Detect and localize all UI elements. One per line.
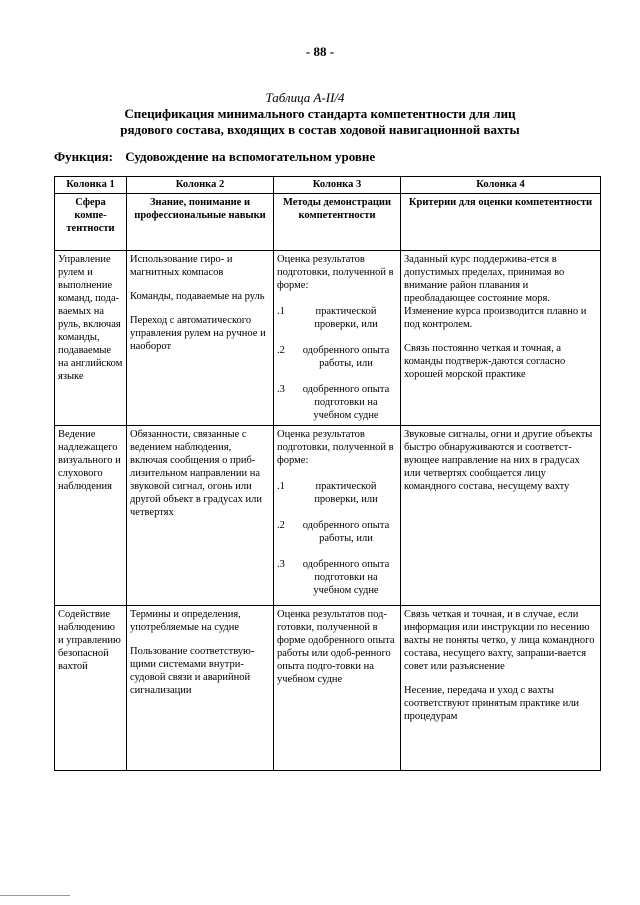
method-item: [277, 519, 397, 545]
method-text: одобренного опыта подготовки на учебном судне: [302, 384, 390, 421]
knowledge-cell: [127, 251, 274, 426]
method-number: .2: [277, 345, 285, 356]
method-number: .1: [277, 306, 285, 317]
knowledge-item: Термины и определения, употребляемые на судне: [130, 609, 241, 633]
method-number: .3: [277, 384, 285, 395]
function-label: Функция:: [54, 149, 113, 164]
method-text: практической проверки, или: [314, 306, 378, 330]
subheader-row: [55, 194, 601, 251]
criteria-cell: [401, 426, 601, 606]
subheader-cell: Критерии для оценки компетентности: [401, 194, 601, 251]
method-number: .2: [277, 520, 285, 531]
competence-cell: Ведение надлежащего визуального и слухового наблюдения: [55, 426, 127, 606]
knowledge-item: Переход с автоматического управления рулем на ручное и наоборот: [130, 315, 266, 352]
column-header: Колонка 2: [127, 177, 274, 194]
method-intro: Оценка результатов подготовки, полученной в форме:: [277, 254, 394, 291]
competence-table: [54, 176, 601, 771]
knowledge-cell: [127, 426, 274, 606]
function-row: [54, 149, 594, 165]
title-line-1: Спецификация минимального стандарта компетентности для лиц: [124, 106, 516, 121]
footnote-rule: [0, 895, 70, 896]
title-line-2: рядового состава, входящих в состав ходовой навигационной вахты: [120, 122, 520, 137]
table-row: [55, 251, 601, 426]
function-value: Судовождение на вспомогательном уровне: [125, 149, 376, 164]
criteria-item: Заданный курс поддержива-ется в допустимых пределах, принимая во внимание район плавания и преобладающее состояние моря. Изменение курса производится плавно и под контролем.: [404, 254, 587, 330]
subheader-cell: Сфера компе-тентности: [55, 194, 127, 251]
table-row: [55, 606, 601, 771]
knowledge-item: Использование гиро- и магнитных компасов: [130, 254, 233, 278]
method-number: .3: [277, 559, 285, 570]
method-cell: [274, 251, 401, 426]
method-cell: Оценка результатов под-готовки, полученной в форме одобренного опыта работы или одоб-ренного опыта подго-товки на учебном судне: [274, 606, 401, 771]
method-text: одобренного опыта подготовки на учебном судне: [302, 559, 390, 596]
criteria-item: Несение, передача и уход с вахты соответствуют принятым практике или процедурам: [404, 685, 580, 722]
method-cell: [274, 426, 401, 606]
method-item: [277, 558, 397, 597]
method-text: одобренного опыта работы, или: [302, 345, 390, 369]
method-number: .1: [277, 481, 285, 492]
method-item: [277, 305, 397, 331]
subheader-cell: Знание, понимание и профессиональные навыки: [127, 194, 274, 251]
knowledge-item: Команды, подаваемые на руль: [130, 291, 265, 302]
document-title: [60, 106, 580, 138]
knowledge-item: Пользование соответствую-щими системами внутри-судовой связи и аварийной сигнализации: [130, 646, 255, 696]
criteria-item: Связь постоянно четкая и точная, а команды подтверж-даются согласно хорошей морской практике: [404, 343, 566, 380]
criteria-cell: [401, 251, 601, 426]
subheader-cell: Методы демонстрации компетентности: [274, 194, 401, 251]
column-header: Колонка 4: [401, 177, 601, 194]
method-text: практической проверки, или: [314, 481, 378, 505]
criteria-item: Звуковые сигналы, огни и другие объекты быстро обнаруживаются и соответст-вующее направление на них в градусах или четвертях сообщается лицу командного состава, несущему вахту: [404, 429, 593, 492]
knowledge-cell: [127, 606, 274, 771]
method-item: [277, 383, 397, 422]
method-intro: Оценка результатов подготовки, полученной в форме:: [277, 429, 394, 466]
method-item: [277, 480, 397, 506]
page-number: - 88 -: [305, 44, 335, 59]
method-text: одобренного опыта работы, или: [302, 520, 390, 544]
knowledge-item: Обязанности, связанные с ведением наблюдения, включая сообщения о приб-лизительном направлении на звуковой сигнал, огонь или другой объект в градусах или четвертях: [130, 429, 263, 518]
column-header-row: [55, 177, 601, 194]
criteria-item: Связь четкая и точная, и в случае, если информация или инструкции по несению вахты не поняты четко, у лица командного состава, несущего вахту, запраши-вается совет или разъяснение: [404, 609, 595, 672]
method-item: [277, 344, 397, 370]
competence-cell: Управление рулем и выполнение команд, пода-ваемых на руль, включая команды, подаваемые на английском языке: [55, 251, 127, 426]
column-header: Колонка 1: [55, 177, 127, 194]
column-header: Колонка 3: [274, 177, 401, 194]
table-row: [55, 426, 601, 606]
competence-cell: Содействие наблюдению и управлению безопасной вахтой: [55, 606, 127, 771]
table-label: Таблица А-II/4: [265, 90, 345, 105]
criteria-cell: [401, 606, 601, 771]
